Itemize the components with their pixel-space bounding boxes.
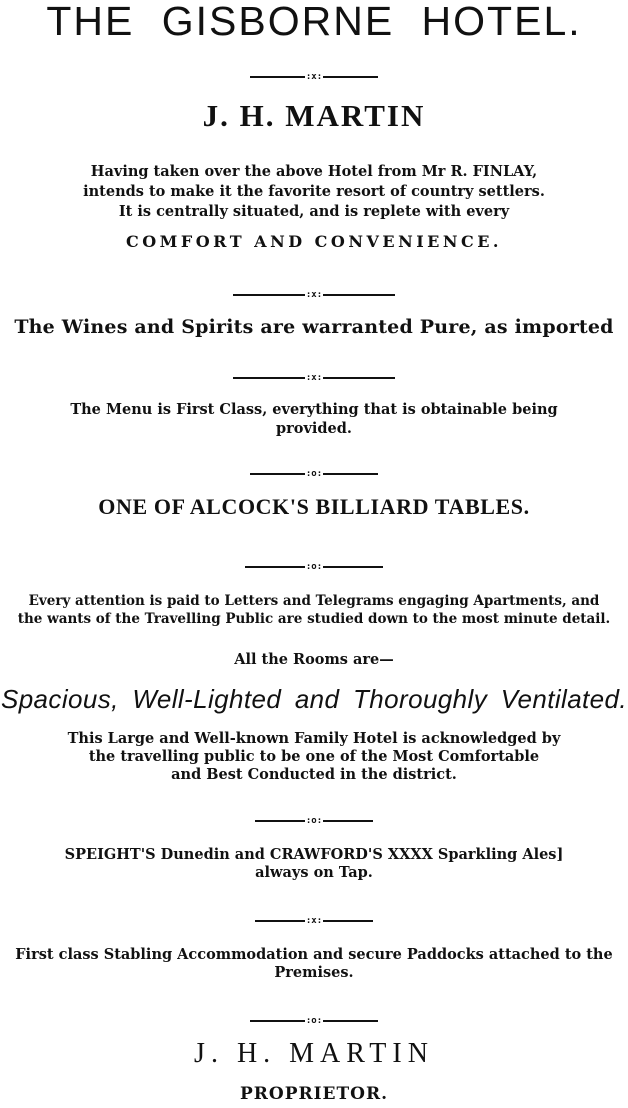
attention-line-2: the wants of the Travelling Public are studied down to the most minute detail. [17, 611, 611, 627]
separator-mark: :o: [305, 468, 323, 479]
attention-paragraph [0, 592, 628, 628]
separator-mark: :x: [305, 71, 323, 82]
attention-line-1: Every attention is paid to Letters and Telegrams engaging Apartments, and [28, 593, 600, 609]
separator-8 [0, 1010, 628, 1026]
separator-mark: :x: [305, 289, 323, 300]
separator-1 [0, 66, 628, 82]
separator-6 [0, 810, 628, 826]
intro-line-3: It is centrally situated, and is replete with every [118, 203, 510, 220]
menu-line-2: provided. [276, 420, 352, 437]
intro-paragraph [0, 162, 628, 222]
separator-mark: :x: [305, 372, 323, 383]
separator-mark: :o: [305, 561, 323, 572]
stabling-line-2: Premises. [274, 964, 354, 981]
ales-line-1: SPEIGHT'S Dunedin and CRAWFORD'S XXXX Sparkling Ales] [64, 846, 564, 863]
intro-line-2: intends to make it the favorite resort of country settlers. [83, 183, 545, 200]
page-title: THE GISBORNE HOTEL. [46, 0, 582, 44]
proprietor-name-top: J. H. MARTIN [202, 98, 426, 133]
family-line-1: This Large and Well-known Family Hotel is acknowledged by [67, 730, 561, 747]
separator-5 [0, 556, 628, 572]
separator-mark: :o: [305, 1015, 323, 1026]
rooms-intro: All the Rooms are— [234, 651, 394, 668]
separator-mark: :o: [305, 815, 323, 826]
separator-7 [0, 910, 628, 926]
intro-line-1: Having taken over the above Hotel from Mr R. FINLAY, [90, 163, 538, 180]
separator-4 [0, 463, 628, 479]
wines-line: The Wines and Spirits are warranted Pure, as imported [14, 316, 614, 338]
billiard-heading: ONE OF ALCOCK'S BILLIARD TABLES. [98, 494, 530, 519]
ales-line-2: always on Tap. [255, 864, 373, 881]
separator-2 [0, 284, 628, 300]
separator-mark: :x: [305, 915, 323, 926]
menu-line-1: The Menu is First Class, everything that is obtainable being [70, 401, 558, 418]
family-hotel-paragraph [0, 730, 628, 784]
family-line-3: and Best Conducted in the district. [171, 766, 457, 783]
stabling-line-1: First class Stabling Accommodation and secure Paddocks attached to the [15, 946, 613, 963]
family-line-2: the travelling public to be one of the Most Comfortable [88, 748, 540, 765]
spacious-heading: Spacious, Well-Lighted and Thoroughly Ventilated. [0, 684, 628, 714]
separator-3 [0, 367, 628, 383]
proprietor-name-bottom: J. H. MARTIN [194, 1038, 434, 1069]
proprietor-role: PROPRIETOR. [239, 1084, 389, 1104]
stabling-paragraph [0, 946, 628, 982]
comfort-heading: COMFORT AND CONVENIENCE. [126, 232, 502, 251]
ales-paragraph [0, 846, 628, 882]
menu-paragraph [0, 400, 628, 438]
